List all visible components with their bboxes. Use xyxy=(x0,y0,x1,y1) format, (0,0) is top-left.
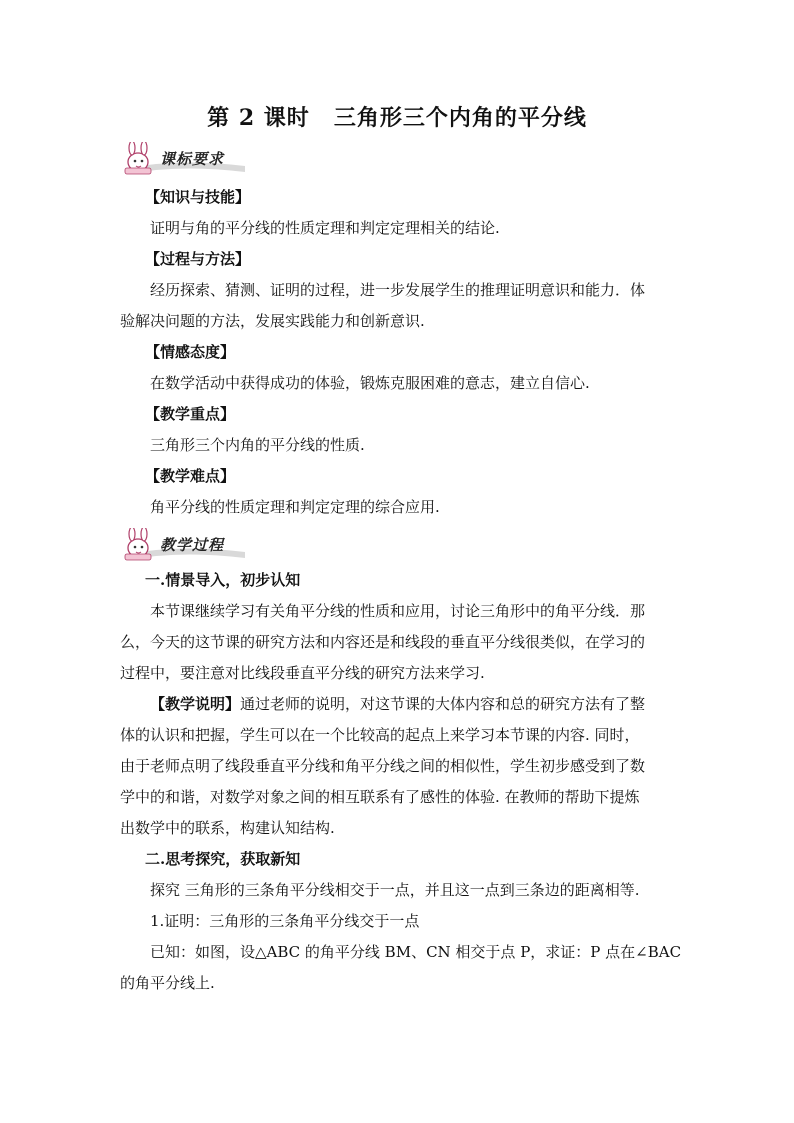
page-title xyxy=(0,100,794,136)
lesson-topic: 三角形三个内角的平分线 xyxy=(333,105,587,131)
key-heading: 【教学重点】 xyxy=(145,405,236,423)
teaching-note-label: 【教学说明】 xyxy=(150,695,241,713)
method-text-line-1: 经历探索、猜测、证明的过程，进一步发展学生的推理证明意识和能力．体 xyxy=(150,281,646,299)
teaching-note-text: 通过老师的说明，对这节课的大体内容和总的研究方法有了整 xyxy=(240,695,646,713)
method-heading: 【过程与方法】 xyxy=(145,250,251,268)
teaching-note-line-2: 体的认识和把握，学生可以在一个比较高的起点上来学习本节课的内容. 同时， xyxy=(120,726,640,744)
attitude-text: 在数学活动中获得成功的体验，锻炼克服困难的意志，建立自信心. xyxy=(150,374,590,392)
step1-paragraph-line-3: 过程中，要注意对比线段垂直平分线的研究方法来学习. xyxy=(120,664,485,682)
given-line-1: 已知：如图，设△ABC 的角平分线 BM、CN 相交于点 P，求证：P 点在∠BAC xyxy=(150,943,682,961)
teaching-note-line-5: 出数学中的联系，构建认知结构. xyxy=(120,819,335,837)
section-label-standards: 课标要求 xyxy=(160,150,225,168)
lesson-number: 第 2 课时 xyxy=(207,105,310,131)
step1-paragraph-line-1: 本节课继续学习有关角平分线的性质和应用，讨论三角形中的角平分线．那 xyxy=(150,602,646,620)
knowledge-heading: 【知识与技能】 xyxy=(145,188,251,206)
teaching-note-line-4: 学中的和谐，对数学对象之间的相互联系有了感性的体验. 在教师的帮助下提炼 xyxy=(120,788,640,806)
method-text-line-2: 验解决问题的方法，发展实践能力和创新意识. xyxy=(120,312,425,330)
knowledge-text: 证明与角的平分线的性质定理和判定定理相关的结论. xyxy=(150,219,500,237)
explore-text: 探究 三角形的三条角平分线相交于一点，并且这一点到三条边的距离相等. xyxy=(150,881,640,899)
difficult-text: 角平分线的性质定理和判定定理的综合应用. xyxy=(150,498,440,516)
key-text: 三角形三个内角的平分线的性质. xyxy=(150,436,365,454)
section-banner-process xyxy=(120,528,250,562)
given-line-2: 的角平分线上. xyxy=(120,974,215,992)
difficult-heading: 【教学难点】 xyxy=(145,467,236,485)
attitude-heading: 【情感态度】 xyxy=(145,343,236,361)
step1-heading: 一.情景导入，初步认知 xyxy=(145,571,301,589)
teaching-note-line-1 xyxy=(150,692,645,716)
step1-paragraph-line-2: 么，今天的这节课的研究方法和内容还是和线段的垂直平分线很类似，在学习的 xyxy=(120,633,646,651)
step2-heading: 二.思考探究，获取新知 xyxy=(145,850,301,868)
section-label-process: 教学过程 xyxy=(160,536,225,554)
section-banner-standards xyxy=(120,142,250,176)
proof-title: 1.证明：三角形的三条角平分线交于一点 xyxy=(150,912,420,930)
teaching-note-line-3: 由于老师点明了线段垂直平分线和角平分线之间的相似性，学生初步感受到了数 xyxy=(120,757,646,775)
